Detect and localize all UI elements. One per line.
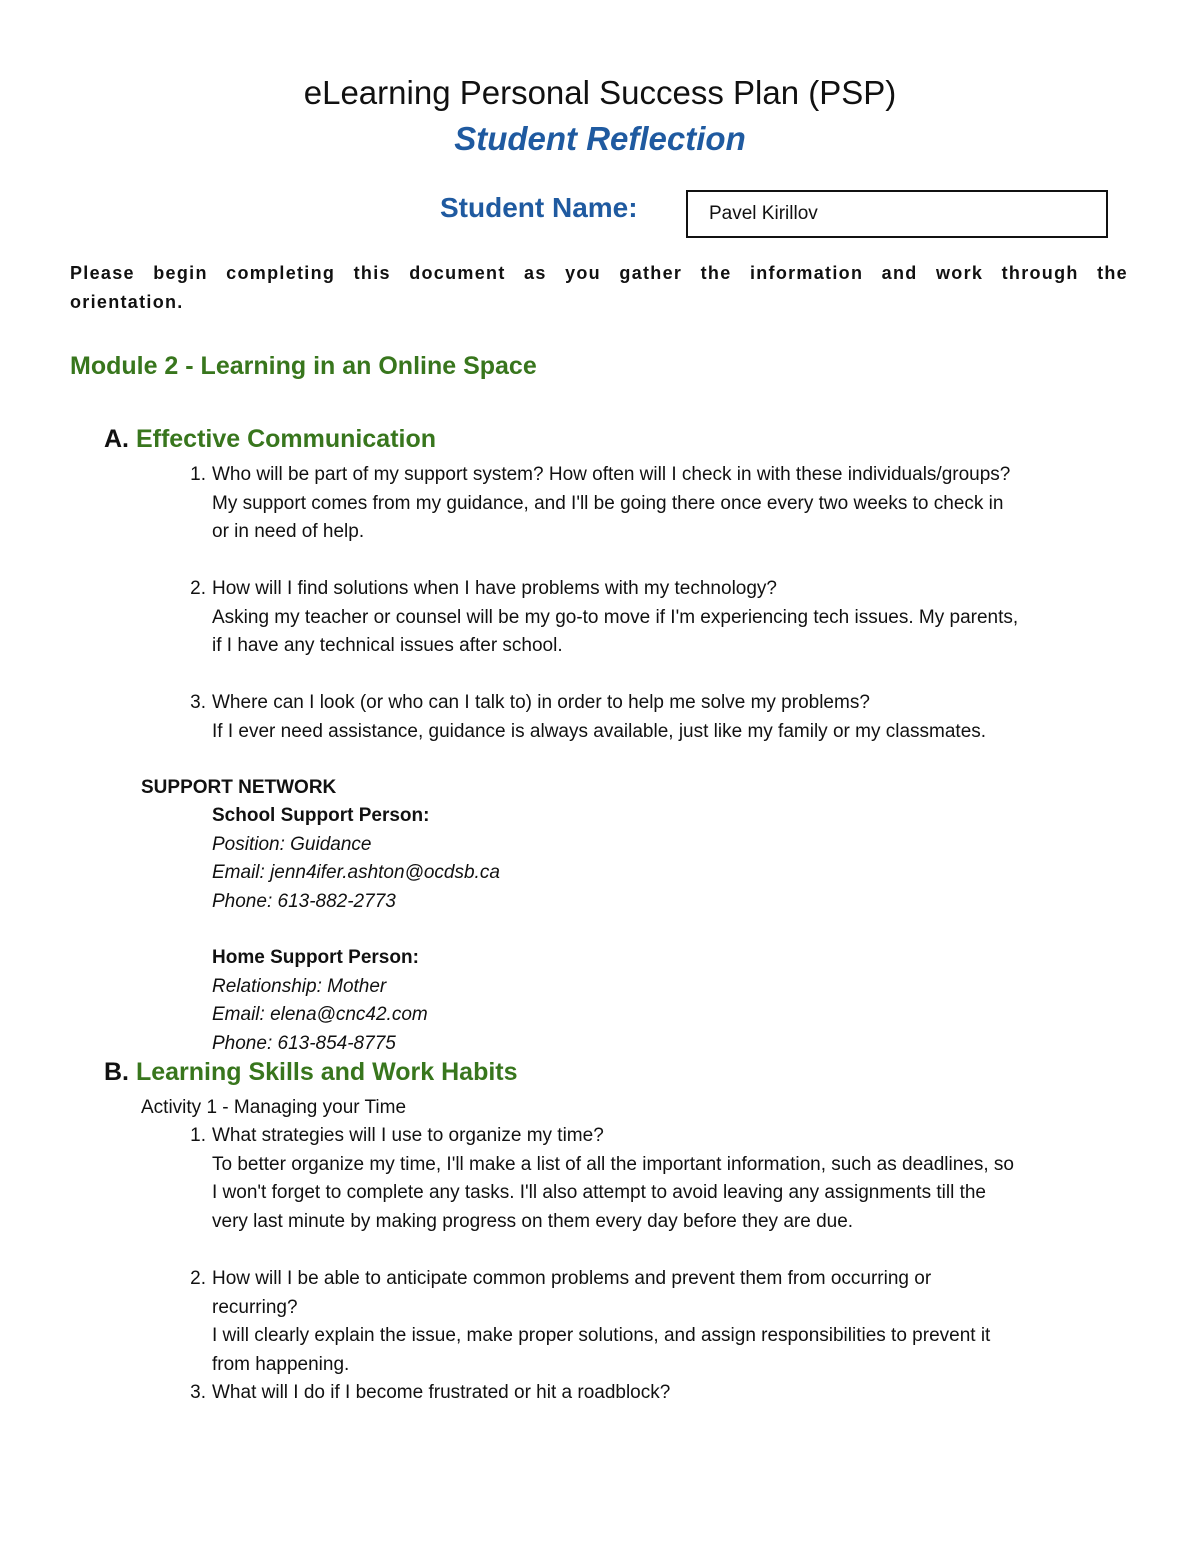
answer-text: I won't forget to complete any tasks. I'll also attempt to avoid leaving any assignments till the (212, 1182, 986, 1203)
home-support-heading: Home Support Person: (212, 947, 419, 968)
section-b-letter: B. (104, 1058, 129, 1086)
list-item-number: 2. (190, 1268, 206, 1289)
question-text: How will I find solutions when I have problems with my technology? (212, 578, 777, 599)
question-text: Who will be part of my support system? How often will I check in with these individuals/groups? (212, 464, 1011, 485)
answer-text: I will clearly explain the issue, make proper solutions, and assign responsibilities to prevent it (212, 1325, 991, 1346)
list-item-number: 3. (190, 1382, 206, 1403)
instructions-line-2: orientation. (70, 292, 184, 312)
answer-text: To better organize my time, I'll make a list of all the important information, such as deadlines, so (212, 1153, 1014, 1175)
list-item (176, 1122, 1136, 1236)
list-item (176, 689, 1136, 746)
support-network-heading: SUPPORT NETWORK (141, 777, 337, 798)
list-item-number: 1. (190, 464, 206, 485)
list-item (176, 461, 1136, 547)
student-name-value: Pavel Kirillov (709, 203, 818, 224)
section-a-letter: A. (104, 425, 129, 453)
question-text: recurring? (212, 1296, 298, 1318)
document-title: eLearning Personal Success Plan (PSP) (303, 74, 897, 111)
answer-text: very last minute by making progress on them every day before they are due. (212, 1210, 854, 1232)
section-b-title: Learning Skills and Work Habits (135, 1058, 518, 1086)
student-name-label: Student Name: (440, 192, 638, 223)
instructions-line-1: Please begin completing this document as you gather the information and work through the (70, 263, 1128, 283)
list-item-number: 3. (190, 692, 206, 713)
list-item (176, 1379, 1136, 1408)
school-support-email: Email: jenn4ifer.ashton@ocdsb.ca (212, 862, 500, 883)
list-item (176, 1265, 1136, 1379)
activity-label: Activity 1 - Managing your Time (141, 1097, 407, 1118)
answer-text: or in need of help. (212, 521, 365, 542)
student-name-field[interactable] (686, 190, 1108, 238)
home-support-email: Email: elena@cnc42.com (212, 1004, 428, 1025)
school-support-phone: Phone: 613-882-2773 (212, 890, 396, 912)
list-item (176, 575, 1136, 661)
home-support-phone: Phone: 613-854-8775 (212, 1032, 396, 1054)
answer-text: from happening. (212, 1353, 350, 1375)
school-support-heading: School Support Person: (212, 805, 430, 826)
instructions (70, 259, 1128, 317)
school-support-block (212, 802, 500, 916)
home-support-relationship: Relationship: Mother (212, 975, 387, 997)
module-heading: Module 2 - Learning in an Online Space (70, 352, 537, 380)
answer-text: If I ever need assistance, guidance is always available, just like my family or my classmates. (212, 720, 987, 742)
school-support-position: Position: Guidance (212, 833, 372, 855)
section-a-title: Effective Communication (135, 425, 437, 453)
home-support-block (212, 944, 428, 1058)
question-text: What strategies will I use to organize my time? (212, 1125, 604, 1146)
document-subtitle: Student Reflection (454, 120, 746, 157)
question-text: What will I do if I become frustrated or hit a roadblock? (212, 1382, 671, 1403)
answer-text: My support comes from my guidance, and I'll be going there once every two weeks to check in (212, 492, 1004, 514)
answer-text: if I have any technical issues after school. (212, 635, 563, 656)
section-b-heading (104, 1058, 518, 1087)
section-a-heading (104, 425, 436, 454)
answer-text: Asking my teacher or counsel will be my go-to move if I'm experiencing tech issues. My parents, (212, 606, 1019, 628)
list-item-number: 2. (190, 578, 206, 599)
question-text: How will I be able to anticipate common problems and prevent them from occurring or (212, 1268, 932, 1289)
question-text: Where can I look (or who can I talk to) in order to help me solve my problems? (212, 692, 870, 713)
list-item-number: 1. (190, 1125, 206, 1146)
